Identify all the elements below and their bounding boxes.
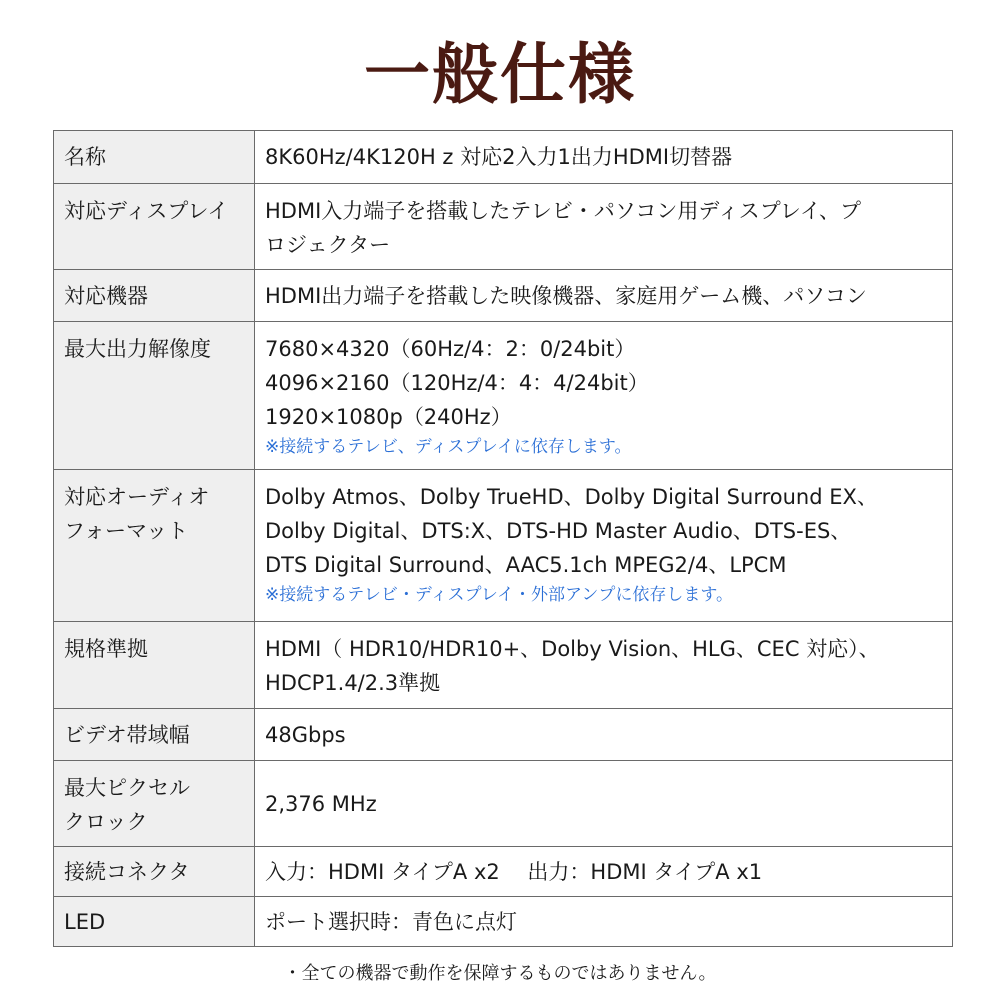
row-label-line: LED: [64, 910, 106, 934]
row-value-resolution: [255, 322, 953, 470]
table-row: [54, 131, 953, 184]
row-label-bandwidth: [54, 709, 255, 761]
row-label-name: [54, 131, 255, 184]
row-value-audio: [255, 470, 953, 622]
row-label-line: フォーマット: [64, 519, 189, 543]
row-value-line: HDMI出力端子を搭載した映像機器、家庭用ゲーム機、パソコン: [265, 284, 867, 308]
row-label-audio: [54, 470, 255, 622]
row-label-pixel-clock: [54, 761, 255, 847]
table-row: [54, 184, 953, 270]
row-value-line: Dolby Atmos、Dolby TrueHD、Dolby Digital Surround EX、: [265, 485, 878, 509]
row-label-line: ビデオ帯域幅: [64, 723, 190, 747]
row-value-standards: [255, 622, 953, 709]
row-label-line: 最大ピクセル: [64, 776, 190, 800]
disclaimer-footer: ・全ての機器で動作を保障するものではありません。: [283, 963, 717, 984]
row-label-led: [54, 897, 255, 947]
row-value-bandwidth: [255, 709, 953, 761]
page-title: 一般仕様: [364, 36, 636, 113]
row-value-line: Dolby Digital、DTS:X、DTS-HD Master Audio、DTS-ES、: [265, 519, 852, 543]
row-value-line: HDMI（ HDR10/HDR10+、Dolby Vision、HLG、CEC 対応）、: [265, 637, 880, 661]
row-label-line: 対応ディスプレイ: [64, 199, 229, 223]
row-value-line: 1920×1080p（240Hz）: [265, 405, 512, 429]
row-value-display: [255, 184, 953, 270]
row-value-led: [255, 897, 953, 947]
row-value-line: 4096×2160（120Hz/4：4：4/24bit）: [265, 371, 649, 395]
row-label-line: 対応オーディオ: [64, 485, 210, 509]
row-value-line: 入力：HDMI タイプA x2 出力：HDMI タイプA x1: [265, 860, 763, 884]
row-value-devices: [255, 270, 953, 322]
row-label-line: 対応機器: [64, 284, 148, 308]
row-value-pixel-clock: [255, 761, 953, 847]
table-row: [54, 897, 953, 947]
row-value-line: 2,376 MHz: [265, 791, 377, 816]
row-value-line: 48Gbps: [265, 723, 346, 747]
table-row: [54, 709, 953, 761]
row-label-line: 最大出力解像度: [64, 337, 211, 361]
row-label-standards: [54, 622, 255, 709]
row-label-display: [54, 184, 255, 270]
row-value-line: 7680×4320（60Hz/4：2：0/24bit）: [265, 337, 636, 361]
row-value-connector: [255, 847, 953, 897]
row-note: ※接続するテレビ、ディスプレイに依存します。: [265, 437, 632, 457]
row-value-name: [255, 131, 953, 184]
spec-table: [53, 130, 953, 947]
row-label-resolution: [54, 322, 255, 470]
row-label-line: 規格準拠: [64, 637, 148, 661]
row-label-devices: [54, 270, 255, 322]
table-row: [54, 761, 953, 847]
row-value-line: ロジェクター: [265, 233, 391, 257]
row-label-line: 接続コネクタ: [64, 860, 190, 884]
row-value-line: ポート選択時：青色に点灯: [265, 910, 517, 934]
table-row: [54, 270, 953, 322]
row-label-line: 名称: [64, 145, 106, 169]
table-row: [54, 322, 953, 470]
row-label-connector: [54, 847, 255, 897]
row-value-line: DTS Digital Surround、AAC5.1ch MPEG2/4、LPCM: [265, 553, 787, 577]
row-value-line: 8K60Hz/4K120H z 対応2入力1出力HDMI切替器: [265, 145, 733, 169]
row-value-line: HDCP1.4/2.3準拠: [265, 671, 441, 695]
table-row: [54, 622, 953, 709]
row-note: ※接続するテレビ・ディスプレイ・外部アンプに依存します。: [265, 585, 733, 605]
table-row: [54, 470, 953, 622]
row-value-line: HDMI入力端子を搭載したテレビ・パソコン用ディスプレイ、プ: [265, 199, 861, 223]
row-label-line: クロック: [64, 810, 148, 834]
table-row: [54, 847, 953, 897]
